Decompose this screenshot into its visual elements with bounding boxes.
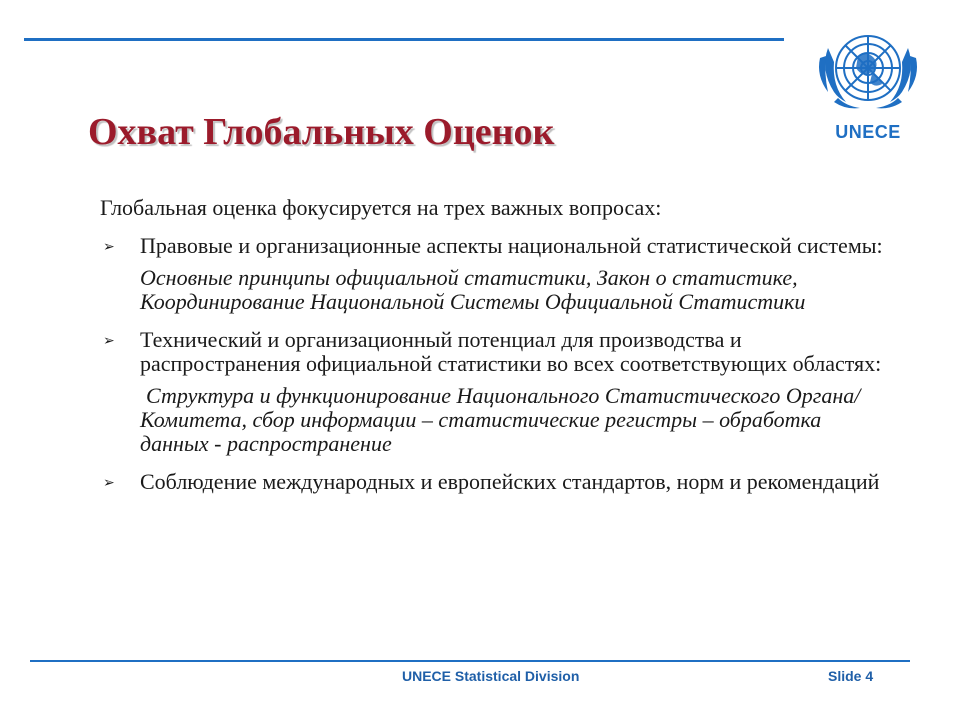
un-emblem-icon [806, 18, 930, 122]
arrow-bullet-icon: ➢ [103, 239, 115, 255]
intro-text: Глобальная оценка фокусируется на трех важных вопросах: [100, 195, 662, 220]
bullet-item-1 [100, 234, 890, 314]
bottom-divider [30, 660, 910, 662]
arrow-bullet-icon: ➢ [103, 475, 115, 491]
bullet-text: Правовые и организационные аспекты национальной статистической системы: [140, 233, 883, 258]
footer-division: UNECE Statistical Division [402, 668, 580, 684]
bullet-subtext: Структура и функционирование Национального Статистического Органа/Комитета, сбор информации – статистические регистры – обработка данных - распространение [140, 383, 861, 456]
bullet-subtext: Основные принципы официальной статистики, Закон о статистике, Координирование Национальной Системы Официальной Статистики [140, 265, 806, 314]
slide-content [100, 196, 890, 504]
bullet-text: Соблюдение международных и европейских стандартов, норм и рекомендаций [140, 469, 880, 494]
arrow-bullet-icon: ➢ [103, 333, 115, 349]
slide-number: Slide 4 [828, 668, 874, 684]
bullet-item-2 [100, 328, 890, 456]
logo-text: UNECE [835, 122, 901, 142]
unece-logo [806, 18, 930, 156]
bullet-item-3 [100, 470, 890, 494]
bullet-text: Технический и организационный потенциал для производства и распространения официальной статистики во всех соответствующих областях: [140, 327, 882, 376]
slide-title: Охват Глобальных Оценок [88, 111, 555, 153]
top-divider [24, 38, 784, 41]
